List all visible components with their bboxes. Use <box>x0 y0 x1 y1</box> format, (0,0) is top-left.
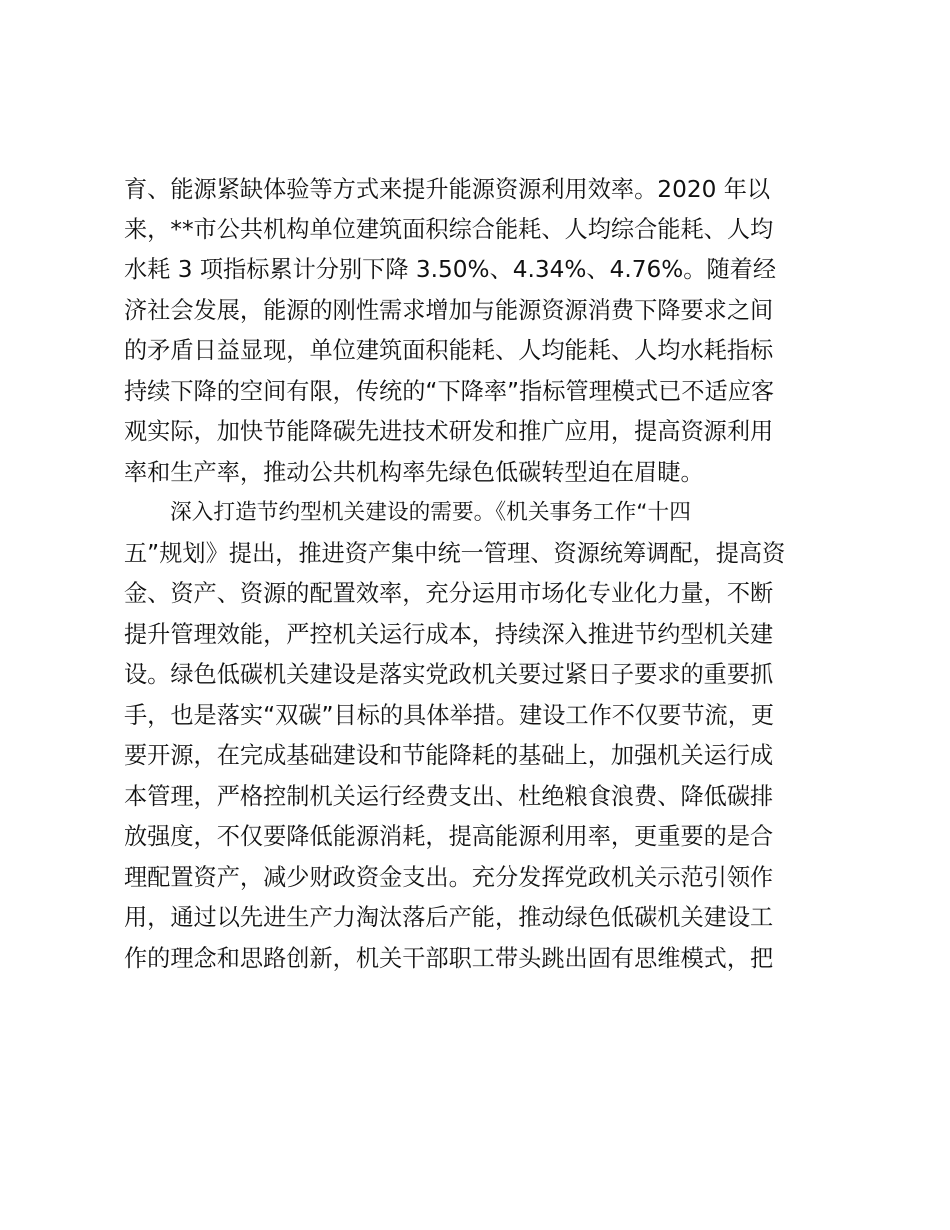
text-line: 金、资产、资源的配置效率，充分运用市场化专业化力量，不断 <box>124 580 774 607</box>
text-line: 理配置资产，减少财政资金支出。充分发挥党政机关示范引领作 <box>124 864 774 891</box>
text-line: 放强度，不仅要降低能源消耗，提高能源利用率，更重要的是合 <box>124 823 774 850</box>
text-line: 持续下降的空间有限，传统的“下降率”指标管理模式已不适应客 <box>124 378 775 405</box>
text-line: 率和生产率，推动公共机构率先绿色低碳转型迫在眉睫。 <box>124 459 704 486</box>
text-line: 济社会发展，能源的刚性需求增加与能源资源消费下降要求之间 <box>124 297 774 324</box>
text-line: 要开源，在完成基础建设和节能降耗的基础上，加强机关运行成 <box>124 742 774 769</box>
text-line: 来，**市公共机构单位建筑面积综合能耗、人均综合能耗、人均 <box>124 216 774 243</box>
text-line: 的矛盾日益显现，单位建筑面积能耗、人均能耗、人均水耗指标 <box>124 337 774 364</box>
text-line: 手，也是落实“双碳”目标的具体举措。建设工作不仅要节流，更 <box>124 702 775 729</box>
paragraph-heading-line: 深入打造节约型机关建设的需要。《机关事务工作“十四 <box>170 500 691 525</box>
text-line: 水耗 3 项指标累计分别下降 3.50%、4.34%、4.76%。随着经 <box>124 256 777 283</box>
text-line: 用，通过以先进生产力淘汰落后产能，推动绿色低碳机关建设工 <box>124 904 774 931</box>
text-line: 观实际，加快节能降碳先进技术研发和推广应用，提高资源利用 <box>124 418 774 445</box>
text-line: 五”规划》提出，推进资产集中统一管理、资源统筹调配，提高资 <box>124 540 786 567</box>
text-line: 本管理，严格控制机关运行经费支出、杜绝粮食浪费、降低碳排 <box>124 783 774 810</box>
text-line: 作的理念和思路创新，机关干部职工带头跳出固有思维模式，把 <box>124 945 774 972</box>
text-line: 设。绿色低碳机关建设是落实党政机关要过紧日子要求的重要抓 <box>124 661 774 688</box>
text-line: 育、能源紧缺体验等方式来提升能源资源利用效率。2020 年以 <box>124 176 771 203</box>
text-line: 提升管理效能，严控机关运行成本，持续深入推进节约型机关建 <box>124 621 774 648</box>
